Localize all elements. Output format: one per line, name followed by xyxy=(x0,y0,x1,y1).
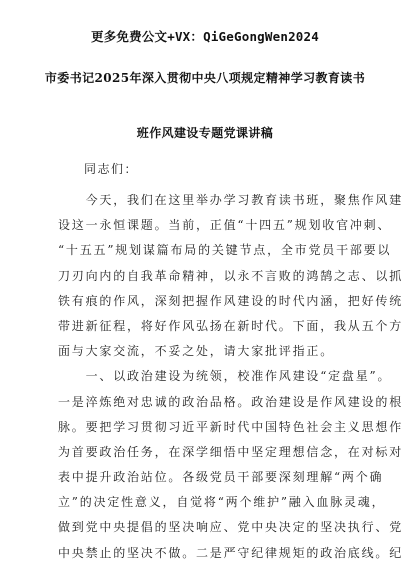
body-line: 今天，我们在这里举办学习教育读书班，聚焦作风建 xyxy=(58,193,404,207)
document-title-line-1: 市委书记2025年深入贯彻中央八项规定精神学习教育读书 xyxy=(44,71,366,85)
body-line: 一是淬炼绝对忠诚的政治品格。政治建设是作风建设的根 xyxy=(58,394,404,409)
body-line: 表中提升政治站位。各级党员干部要深刻理解“两个确 xyxy=(58,470,384,485)
body-line: 铁有痕的作风，深刻把握作风建设的时代内涵，把好传统 xyxy=(58,293,404,308)
body-line: 中央禁止的坚决不做。二是严守纪律规矩的政治底线。纪 xyxy=(58,545,404,560)
body-line: 刀刃向内的自我革命精神，以永不言败的鸿鹄之志、以抓 xyxy=(58,268,404,283)
body-line: 为首要政治任务，在深学细悟中坚定理想信念，在对标对 xyxy=(58,444,404,459)
body-line: 做到党中央提倡的坚决响应、党中央决定的坚决执行、党 xyxy=(58,520,404,535)
header-watermark: 更多免费公文+VX：QiGeGongWen2024 xyxy=(91,29,319,44)
body-paragraphs xyxy=(58,188,404,566)
body-line: “十五五”规划谋篇布局的关键节点，全市党员干部要以 xyxy=(58,243,392,258)
document-title-line-2: 班作风建设专题党课讲稿 xyxy=(136,126,274,140)
body-line: 面与大家交流，不妥之处，请大家批评指正。 xyxy=(58,344,335,359)
greeting: 同志们： xyxy=(84,162,139,176)
body-line: 一、以政治建设为统领，校准作风建设“定盘星”。 xyxy=(58,369,392,384)
body-line: 立”的决定性意义，自觉将“两个维护”融入血脉灵魂， xyxy=(58,495,386,510)
body-line: 设这一永恒课题。当前，正值“十四五”规划收官冲刺、 xyxy=(58,218,392,233)
body-line: 带进新征程，将好作风弘扬在新时代。下面，我从五个方 xyxy=(58,318,404,333)
body-line: 脉。要把学习贯彻习近平新时代中国特色社会主义思想作 xyxy=(58,419,404,434)
